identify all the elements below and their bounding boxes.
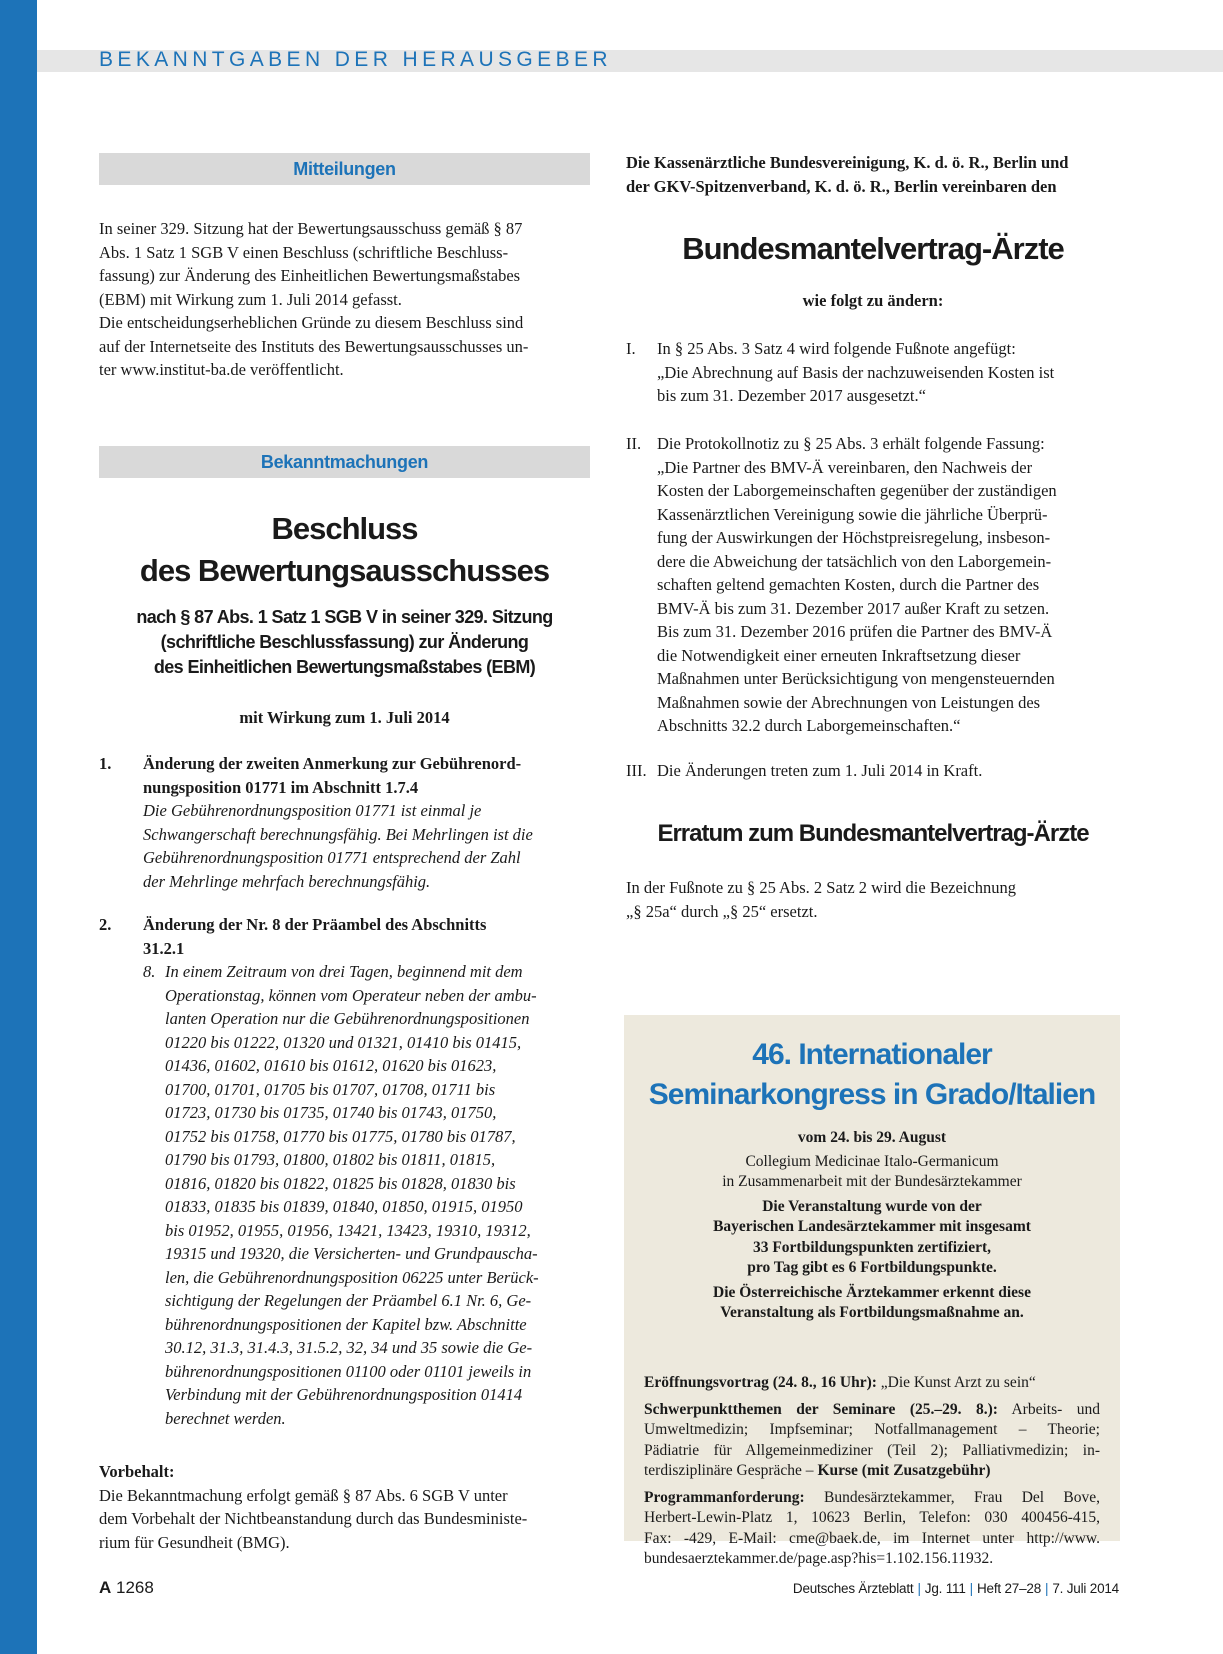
page-prefix: A [99, 1578, 112, 1597]
text-line: Maßnahmen unter Berücksichtigung von mengensteuernden [657, 669, 1055, 688]
item-text-line: 01752 bis 01758, 01770 bis 01775, 01780 bis 01787, [165, 1126, 516, 1146]
page-number-value: 1268 [116, 1578, 154, 1597]
austria-line: Die Österreichische Ärztekammer erkennt diese [713, 1283, 1031, 1301]
topics-line: Umweltmedizin; Impfseminar; Notfallmanagement – Theorie; [644, 1421, 1100, 1438]
seminar-topics [644, 1400, 1100, 1482]
text-line: rium für Gesundheit (BMG). [99, 1532, 290, 1552]
opening-text: „Die Kunst Arzt zu sein“ [876, 1374, 1036, 1391]
program-line: bundesaerztekammer.de/page.asp?his=1.102.156.11932. [644, 1550, 994, 1567]
text-line: Die Kassenärztliche Bundesvereinigung, K. d. ö. R., Berlin und [626, 153, 1069, 172]
text-line: „§ 25a“ durch „§ 25“ ersetzt. [626, 901, 818, 921]
separator: | [969, 1581, 973, 1596]
item-2-text [165, 960, 590, 1430]
section-2-text [657, 432, 1120, 738]
item-number: 1. [99, 754, 112, 773]
subtitle-line: des Einheitlichen Bewertungsmaßstabes (EBM) [153, 657, 536, 677]
text-line: Abs. 1 Satz 1 SGB V einen Beschluss (schriftliche Beschluss- [99, 242, 509, 262]
text-line: dere die Abweichung der tatsächlich von den Laborgemein- [657, 551, 1052, 571]
item-text-line: 01700, 01701, 01705 bis 01707, 01708, 01711 bis [165, 1079, 496, 1099]
item-heading-line: Änderung der Nr. 8 der Präambel des Abschnitts [143, 915, 487, 934]
sub-item-number: 8. [143, 962, 156, 981]
item-text-line: Die Gebührenordnungsposition 01771 ist einmal je [143, 801, 482, 820]
topics-text: terdisziplinäre Gespräche – [644, 1462, 818, 1479]
item-number: 2. [99, 915, 112, 934]
bmv-title: Bundesmantelvertrag-Ärzte [682, 231, 1064, 266]
text-line: die Notwendigkeit einer erneuten Inkraftsetzung dieser [657, 645, 1021, 665]
event-organizer: Collegium Medicinae Italo-Germanicum [745, 1152, 999, 1170]
text-line: Die Bekanntmachung erfolgt gemäß § 87 Abs. 6 SGB V unter [99, 1485, 508, 1505]
beschluss-subtitle [99, 605, 590, 680]
topics-courses: Kurse (mit Zusatzgebühr) [817, 1462, 991, 1479]
text-line: Kosten der Laborgemeinschaften gegenüber der zuständigen [657, 481, 1057, 500]
journal-name: Deutsches Ärzteblatt [792, 1581, 914, 1596]
item-text-line: 01220 bis 01222, 01320 und 01321, 01410 bis 01415, [165, 1032, 522, 1052]
event-title-line: 46. Internationaler [752, 1038, 992, 1071]
item-text-line: 01723, 01730 bis 01735, 01740 bis 01743, 01750, [165, 1103, 497, 1122]
program-line: Fax: -429, E-Mail: cme@baek.de, im Internet unter http://www. [644, 1529, 1100, 1547]
item-text-line: bührenordnungspositionen 01100 oder 01101 jeweils in [165, 1361, 532, 1381]
text-line: bis zum 31. Dezember 2017 ausgesetzt.“ [657, 386, 926, 405]
beschluss-title-line: Beschluss [271, 511, 418, 546]
section-number: III. [626, 761, 647, 780]
journal-info [793, 1581, 1119, 1596]
item-text-line: lanten Operation nur die Gebührenordnungspositionen [165, 1009, 530, 1028]
program-line [644, 1488, 1100, 1509]
text-line: Kassenärztlichen Vereinigung sowie die jährliche Überprü- [657, 504, 1048, 524]
item-text-line: berechnet werden. [165, 1408, 286, 1428]
mitteilungen-text [99, 217, 590, 382]
subtitle-line: (schriftliche Beschlussfassung) zur Änderung [160, 632, 529, 652]
item-text-line: 01816, 01820 bis 01822, 01825 bis 01828, 01830 bis [165, 1173, 516, 1193]
topics-line [644, 1461, 1100, 1482]
text-line: dem Vorbehalt der Nichtbeanstandung durch das Bundesministe- [99, 1509, 528, 1528]
journal-issue: Heft 27–28 [976, 1581, 1042, 1596]
item-text-line: 01833, 01835 bis 01839, 01840, 01850, 01915, 01950 [165, 1197, 523, 1216]
text-line: In der Fußnote zu § 25 Abs. 2 Satz 2 wird die Bezeichnung [626, 878, 1016, 897]
event-details [644, 1128, 1100, 1324]
section-3-text [657, 759, 1120, 783]
wirkung-line: mit Wirkung zum 1. Juli 2014 [239, 708, 450, 727]
item-1 [143, 752, 590, 893]
event-title-line: Seminarkongress in Grado/Italien [648, 1078, 1096, 1111]
event-box [624, 1015, 1120, 1567]
separator: | [1045, 1581, 1049, 1596]
program-request [644, 1488, 1100, 1570]
cert-line: Bayerischen Landesärztekammer mit insgesamt [713, 1218, 1031, 1235]
page-edge-bar [0, 0, 37, 1654]
text-line: schaften geltend gemachten Kosten, durch die Partner des [657, 575, 1040, 594]
program-label: Programmanforderung: [644, 1488, 805, 1506]
text-line: In seiner 329. Sitzung hat der Bewertungsausschuss gemäß § 87 [99, 219, 523, 238]
item-text-line: len, die Gebührenordnungsposition 06225 unter Berück- [165, 1267, 539, 1287]
section-kicker: BEKANNTGABEN DER HERAUSGEBER [99, 48, 612, 71]
opening-label: Eröffnungsvortrag (24. 8., 16 Uhr): [644, 1374, 877, 1391]
text-line: In § 25 Abs. 3 Satz 4 wird folgende Fußnote angefügt: [657, 339, 1016, 358]
page-number [99, 1578, 154, 1598]
item-text-line: der Mehrlinge mehrfach berechnungsfähig. [143, 871, 431, 891]
event-organizer: in Zusammenarbeit mit der Bundesärztekammer [722, 1173, 1022, 1190]
vorbehalt-label: Vorbehalt: [99, 1462, 175, 1481]
item-text-line: 01436, 01602, 01610 bis 01612, 01620 bis 01623, [165, 1056, 497, 1075]
austria-line: Veranstaltung als Fortbildungsmaßnahme an. [720, 1304, 1024, 1321]
cert-line: pro Tag gibt es 6 Fortbildungspunkte. [747, 1259, 997, 1276]
section-number: I. [626, 339, 636, 358]
section-1-text [657, 337, 1120, 408]
text-line: auf der Internetseite des Instituts des Bewertungsausschusses un- [99, 336, 529, 356]
program-line: Herbert-Lewin-Platz 1, 10623 Berlin, Telefon: 030 400456-415, [644, 1509, 1100, 1526]
event-program [644, 1373, 1100, 1570]
item-heading-line: Änderung der zweiten Anmerkung zur Gebührenord- [143, 754, 522, 773]
text-line: (EBM) mit Wirkung zum 1. Juli 2014 gefasst. [99, 289, 402, 309]
journal-volume: Jg. 111 [924, 1581, 966, 1596]
item-text-line: Gebührenordnungsposition 01771 entsprechend der Zahl [143, 848, 521, 867]
text-line: ter www.institut-ba.de veröffentlicht. [99, 360, 344, 379]
bekanntmachungen-heading: Bekanntmachungen [99, 446, 590, 478]
text-line: Die Änderungen treten zum 1. Juli 2014 in Kraft. [657, 761, 983, 780]
bmv-intro [626, 151, 1120, 198]
section-number: II. [626, 434, 642, 453]
text-line: fassung) zur Änderung des Einheitlichen Bewertungsmaßstabes [99, 266, 521, 285]
opening-talk [644, 1373, 1100, 1394]
program-text: Bundesärztekammer, Frau Del Bove, [804, 1488, 1100, 1506]
text-line: „Die Partner des BMV-Ä vereinbaren, den Nachweis der [657, 457, 1033, 477]
event-title [624, 1035, 1120, 1115]
item-text-line: In einem Zeitraum von drei Tagen, beginnend mit dem [165, 962, 523, 981]
item-text-line: sichtigung der Regelungen der Präambel 6.1 Nr. 6, Ge- [165, 1291, 532, 1310]
subtitle-line: nach § 87 Abs. 1 Satz 1 SGB V in seiner 329. Sitzung [136, 607, 553, 627]
item-text-line: Operationstag, können vom Operateur neben der ambu- [165, 985, 537, 1005]
separator: | [917, 1581, 921, 1596]
text-line: BMV-Ä bis zum 31. Dezember 2017 außer Kraft zu setzen. [657, 598, 1050, 618]
journal-date: 7. Juli 2014 [1052, 1581, 1119, 1596]
text-line: Die Protokollnotiz zu § 25 Abs. 3 erhält folgende Fassung: [657, 434, 1045, 453]
item-text-line: 01790 bis 01793, 01800, 01802 bis 01811, 01815, [165, 1150, 496, 1169]
mitteilungen-heading: Mitteilungen [99, 153, 590, 185]
text-line: der GKV-Spitzenverband, K. d. ö. R., Berlin vereinbaren den [626, 176, 1057, 196]
cert-line: 33 Fortbildungspunkten zertifiziert, [752, 1238, 992, 1256]
vorbehalt-block [99, 1460, 590, 1554]
text-line: Bis zum 31. Dezember 2016 prüfen die Partner des BMV-Ä [657, 622, 1053, 641]
text-line: fung der Auswirkungen der Höchstpreisregelung, insbeson- [657, 528, 1051, 547]
cert-line: Die Veranstaltung wurde von der [762, 1197, 982, 1215]
erratum-title: Erratum zum Bundesmantelvertrag-Ärzte [657, 820, 1089, 847]
topics-text: Arbeits- und [997, 1400, 1100, 1418]
beschluss-title-line: des Bewertungsausschusses [139, 553, 550, 588]
item-heading-line: nungsposition 01771 im Abschnitt 1.7.4 [143, 777, 419, 797]
item-heading-line: 31.2.1 [143, 938, 185, 958]
item-text-line: 30.12, 31.3, 31.4.3, 31.5.2, 32, 34 und 35 sowie die Ge- [165, 1338, 533, 1357]
topics-line: Pädiatrie für Allgemeinmediziner (Teil 2); Palliativmedizin; in- [644, 1441, 1100, 1459]
topics-line [644, 1400, 1100, 1421]
item-text-line: bis 01952, 01955, 01956, 13421, 13423, 19310, 19312, [165, 1220, 531, 1240]
item-2-heading [143, 913, 590, 960]
item-text-line: Schwangerschaft berechnungsfähig. Bei Mehrlingen ist die [143, 824, 533, 844]
bmv-subtitle: wie folgt zu ändern: [802, 291, 944, 310]
erratum-text [626, 876, 1120, 923]
text-line: Abschnitts 32.2 durch Laborgemeinschaften.“ [657, 716, 961, 735]
item-text-line: 19315 und 19320, die Versicherten- und Grundpauscha- [165, 1244, 538, 1263]
text-line: Maßnahmen sowie der Abrechnungen von Leistungen des [657, 692, 1041, 712]
beschluss-title [99, 508, 590, 592]
topics-label: Schwerpunktthemen der Seminare (25.–29. 8.): [644, 1400, 998, 1418]
text-line: „Die Abrechnung auf Basis der nachzuweisenden Kosten ist [657, 362, 1055, 382]
text-line: Die entscheidungserheblichen Gründe zu diesem Beschluss sind [99, 313, 524, 332]
item-text-line: Verbindung mit der Gebührenordnungsposition 01414 [165, 1385, 523, 1404]
event-dates: vom 24. bis 29. August [797, 1129, 947, 1146]
item-text-line: bührenordnungspositionen der Kapitel bzw. Abschnitte [165, 1314, 527, 1334]
